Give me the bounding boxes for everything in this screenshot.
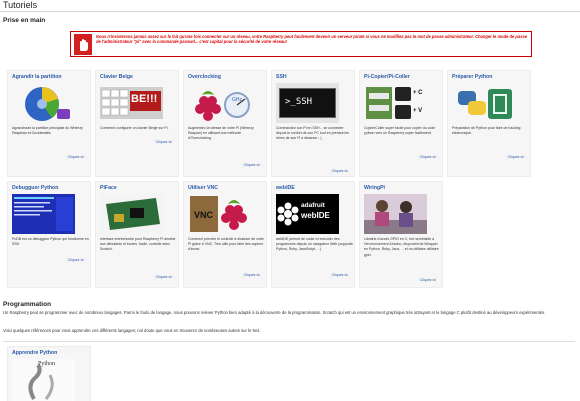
password-warning-box: [70, 31, 532, 57]
card-image-vnc: [188, 194, 251, 234]
card-description: Comment configurer un clavier Belge sur Pi.: [100, 126, 169, 130]
card-image-python: [452, 83, 515, 123]
card-description: Interface entrée/sortie pour Raspberry Pi destiné aux débutants et écoles. facile, contrôle avec Scratch.: [100, 237, 176, 252]
card-description: Augmentez la vitesse de votre Pi (Wheezy Raspian) en utilisant une méthode d'Overclocking.: [188, 126, 254, 141]
card-image-keyboard: [100, 83, 163, 123]
copy-key-label: + C: [413, 90, 423, 96]
card-link[interactable]: Cliquez ici: [331, 273, 348, 277]
webide-image-text-product: webIDE: [301, 211, 330, 220]
card-pi-copier-coller[interactable]: [359, 70, 443, 177]
programmation-divider: [3, 341, 575, 342]
keyboard-image-text: BE!!!: [131, 93, 158, 105]
title-divider: [0, 11, 580, 12]
card-link[interactable]: Cliquez ici: [155, 140, 172, 144]
card-title[interactable]: Utiliser VNC: [188, 185, 218, 191]
card-image-ssh: [276, 83, 339, 123]
card-description: Commandez son Pi en SSH... se connecter depuis le confort de son PC tout en prenant les rênes de son Pi à distance :-): [276, 126, 349, 141]
people-photo-icon: [364, 194, 427, 234]
card-image-partition: [12, 83, 75, 123]
card-overclocking[interactable]: [183, 70, 267, 177]
card-image-python-book: [12, 359, 75, 401]
programmation-references: Voici quelques références pour vous apprendre ces différents langages; nul doute que vous en trouverez de nombreuses autres sur le Net.: [3, 328, 261, 333]
card-title[interactable]: Clavier Belge: [100, 74, 133, 80]
card-image-wiringpi: [364, 194, 427, 234]
card-wiringpi[interactable]: [359, 181, 443, 288]
card-description: Comment prendre le contrôle à distance de votre Pi grâce à VNC. Très utile pour faire des capture d'écran.: [188, 237, 264, 252]
card-description: Librairie d'accès GPIO en C, fort semblable à l'environnement Arduino, disponent de Wrapper en Python, Ruby, Java, ... et un utilitaire utilitaire gpio.: [364, 237, 439, 257]
no-entry-hand-icon: [74, 34, 92, 55]
card-link[interactable]: Cliquez ici: [67, 258, 84, 262]
card-preparer-python[interactable]: [447, 70, 531, 177]
card-debugguer-python[interactable]: [7, 181, 91, 288]
section-heading-prise-en-main: Prise en main: [3, 17, 46, 24]
card-title[interactable]: Pi-Copier/Pi-Coller: [364, 74, 410, 80]
card-link[interactable]: Cliquez ici: [243, 273, 260, 277]
card-image-copy-paste: [364, 83, 427, 123]
card-title[interactable]: webIDE: [276, 185, 295, 191]
card-clavier-belge[interactable]: [95, 70, 179, 177]
card-image-pudb: [12, 194, 75, 234]
card-description: Agrandissez la partition principale du Wheezy Raspbian et Occidentalis: [12, 126, 83, 136]
card-description: Préparation de Python pour faire de hacking électronique.: [452, 126, 521, 136]
card-link[interactable]: Cliquez ici: [419, 155, 436, 159]
partition-disk-icon: [12, 83, 75, 123]
python-book-title: Python: [38, 361, 56, 367]
card-webide[interactable]: [271, 181, 355, 288]
card-title[interactable]: Préparer Python: [452, 74, 493, 80]
card-link[interactable]: Cliquez ici: [67, 155, 84, 159]
card-ssh[interactable]: [271, 70, 355, 177]
debugger-screen-icon: [12, 194, 75, 234]
card-image-overclocking: [188, 83, 251, 123]
card-description: PuDB est un débuggeur Python qui fonctionne en SSH.: [12, 237, 89, 247]
card-image-webide: [276, 194, 339, 234]
card-link[interactable]: Cliquez ici: [155, 275, 172, 279]
raspberry-gauge-icon: [188, 83, 251, 123]
warning-text: Nous n'insisterons jamais assez sur le fait qu'une fois connecter sur un réseau, votre Raspberry peut facilement devenir un serveur pirate si vous ne modifiez pas le mot de passe administrateur. Changer le mode de passe de l'administrateur "pi" avec la commande passwd... c'est capital pour la sécurité de votre réseau!: [96, 34, 528, 45]
page-title: Tutoriels: [3, 0, 38, 10]
card-description: webIDE permet de coder et exécuter des programmes depuis un navigateur Web (supporte Python, Ruby, JavaScript, ...): [276, 237, 353, 252]
card-title[interactable]: Overclocking: [188, 74, 221, 80]
card-piface[interactable]: [95, 181, 179, 288]
card-agrandir-partition[interactable]: [7, 70, 91, 177]
card-description: Copier/Coller super facile pour copier du code python vers un Raspberry super facilement.: [364, 126, 436, 136]
paste-key-label: + V: [413, 108, 423, 114]
gauge-image-text: GHz: [232, 97, 242, 103]
card-utiliser-vnc[interactable]: [183, 181, 267, 288]
vnc-image-text: VNC: [194, 210, 214, 220]
section-heading-programmation: Programmation: [3, 301, 52, 308]
copy-paste-keys-icon: [364, 83, 427, 123]
card-link[interactable]: Cliquez ici: [331, 169, 348, 173]
card-title[interactable]: WiringPi: [364, 185, 385, 191]
webide-image-text-brand: adafruit: [301, 202, 325, 209]
card-title[interactable]: Debugguer Python: [12, 185, 59, 191]
card-image-piface-board: [100, 194, 163, 234]
card-link[interactable]: Cliquez ici: [507, 155, 524, 159]
card-title[interactable]: SSH: [276, 74, 287, 80]
card-link[interactable]: Cliquez ici: [243, 163, 260, 167]
card-link[interactable]: Cliquez ici: [419, 278, 436, 282]
card-title[interactable]: Apprendre Python: [12, 350, 58, 356]
programmation-intro: Un Raspberry peut se programmer avec de nombreux langages. Parmi le foulo de langage, nous pouvons relever Python bien adapté à la découverte de la programmation. Scratch qui est un environnement graphique très attrayant et le langage C plutôt destiné au développeurs expérimentés.: [3, 310, 546, 315]
card-title[interactable]: PiFace: [100, 185, 117, 191]
terminal-image-text: >_SSH: [285, 97, 313, 107]
card-apprendre-python[interactable]: [7, 346, 91, 401]
card-title[interactable]: Agrandir la partition: [12, 74, 62, 80]
python-logo-icon: [452, 83, 515, 123]
circuit-board-icon: [100, 194, 163, 234]
